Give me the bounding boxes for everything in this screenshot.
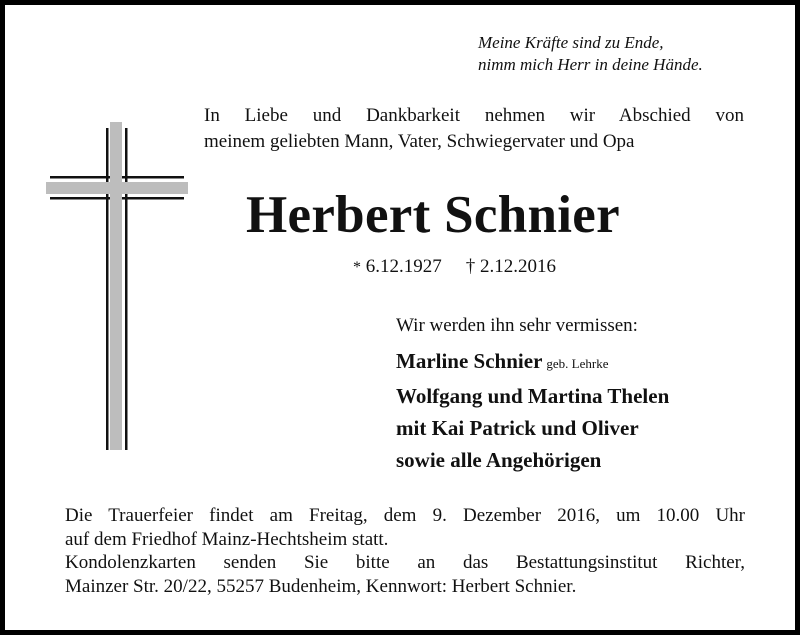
spouse-maiden-name: geb. Lehrke	[546, 356, 609, 371]
motto-line-1: Meine Kräfte sind zu Ende,	[478, 33, 664, 52]
birth-date: 6.12.1927	[365, 256, 442, 277]
cross-icon	[46, 120, 188, 452]
mourner-row-2: Wolfgang und Martina Thelen	[396, 384, 670, 408]
mourner-row-4: sowie alle Angehörigen	[396, 448, 602, 472]
birth-star-icon: *	[353, 259, 361, 276]
intro-text	[204, 103, 744, 155]
mourner-row-spouse	[396, 345, 669, 380]
motto	[478, 32, 703, 76]
deceased-name: Herbert Schnier	[246, 186, 620, 244]
funeral-info	[65, 504, 745, 598]
motto-line-2: nimm mich Herr in deine Hände.	[478, 55, 703, 74]
mourners-list	[396, 345, 669, 476]
death-cross-icon: †	[465, 256, 476, 277]
info-line-2: auf dem Friedhof Mainz-Hechtsheim statt.	[65, 528, 389, 550]
mourners-intro: Wir werden ihn sehr vermissen:	[396, 315, 638, 336]
info-line-1: Die Trauerfeier findet am Freitag, dem 9. Dezember 2016, um 10.00 Uhr	[65, 505, 745, 526]
intro-line-1: In Liebe und Dankbarkeit nehmen wir Abschied von	[204, 105, 744, 126]
spouse-name: Marline Schnier	[396, 349, 543, 373]
intro-line-2: meinem geliebten Mann, Vater, Schwiegervater und Opa	[204, 131, 635, 152]
info-line-3: Kondolenzkarten senden Sie bitte an das Bestattungsinstitut Richter,	[65, 552, 745, 573]
death-date: 2.12.2016	[480, 256, 556, 277]
life-dates	[353, 255, 556, 280]
mourner-row-3: mit Kai Patrick und Oliver	[396, 416, 639, 440]
info-line-4: Mainzer Str. 20/22, 55257 Budenheim, Kennwort: Herbert Schnier.	[65, 575, 577, 597]
